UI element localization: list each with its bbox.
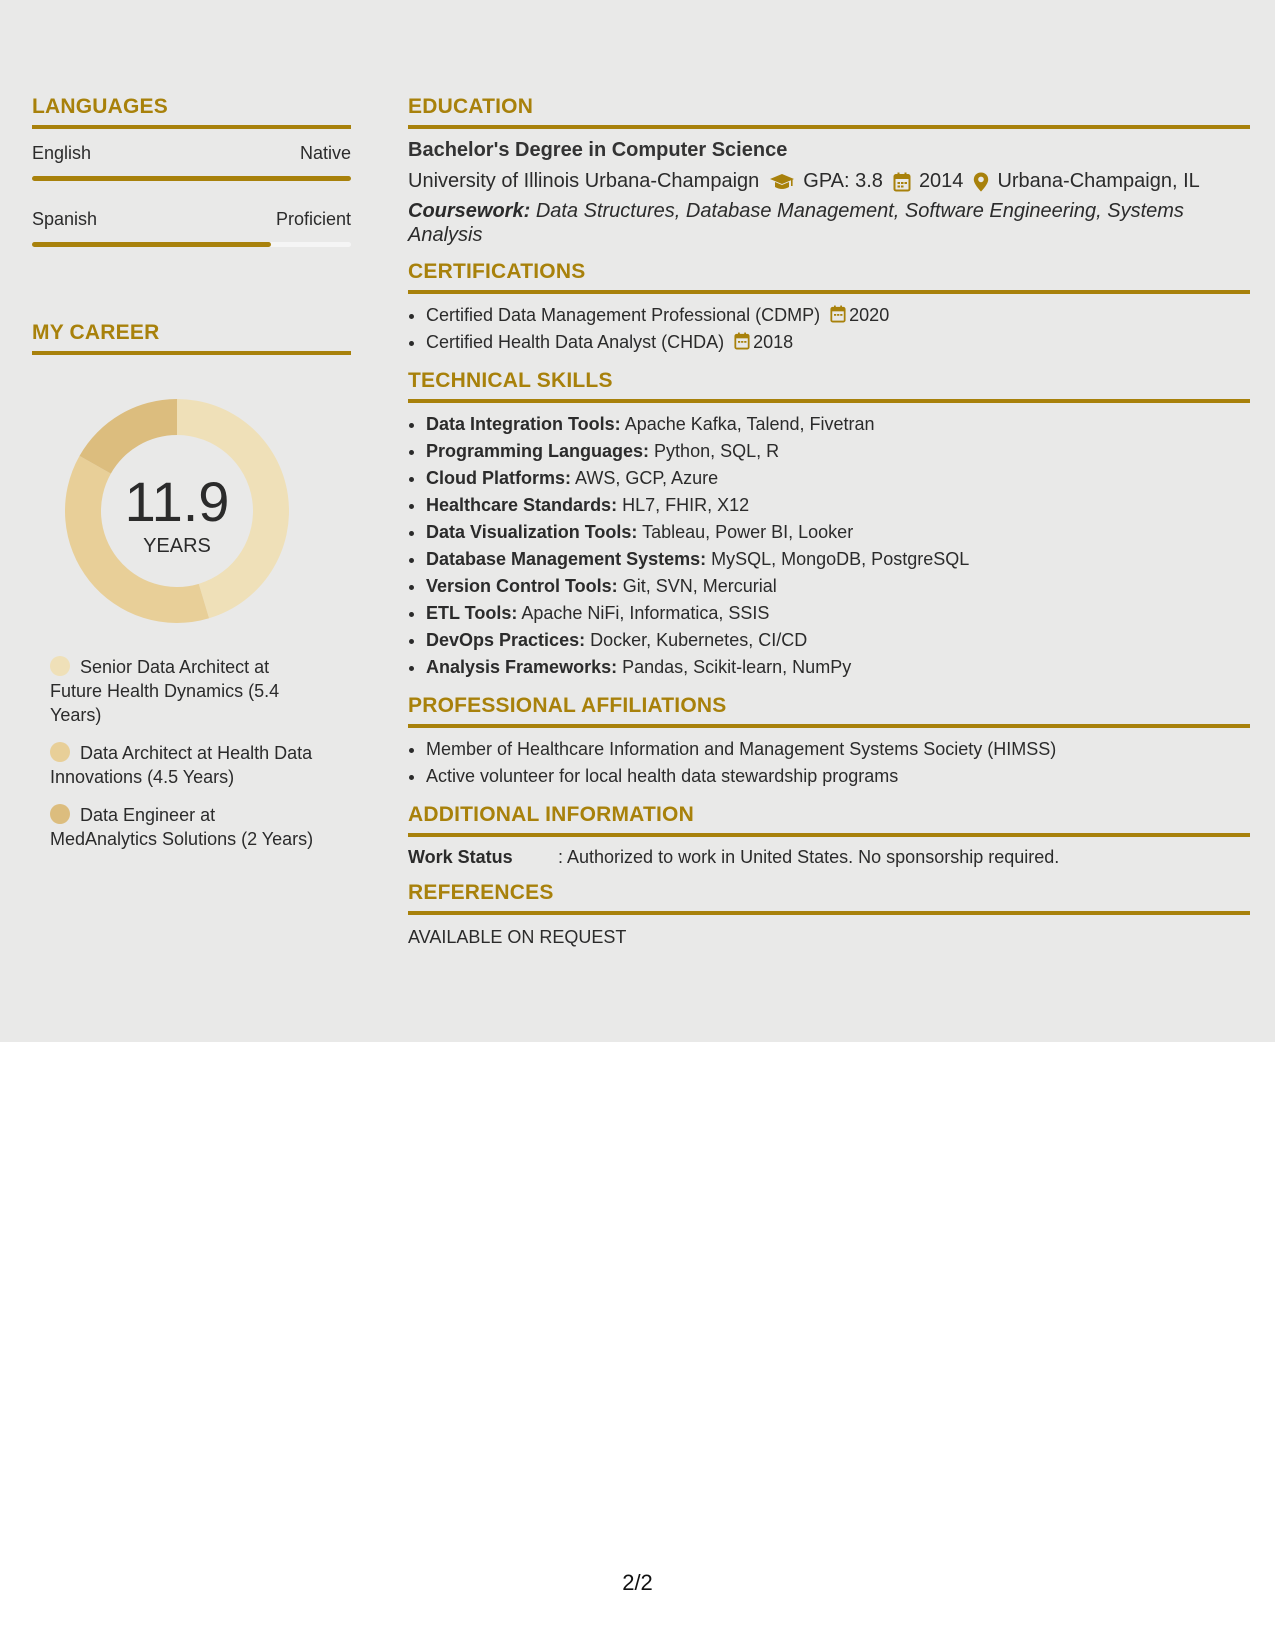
skills-list	[408, 411, 1250, 681]
additional-info-section	[408, 803, 1250, 868]
skill-label: Analysis Frameworks:	[426, 657, 618, 677]
legend-dot	[50, 804, 70, 824]
right-column	[408, 95, 1250, 961]
certification-name: Certified Health Data Analyst (CHDA)	[426, 332, 725, 352]
references-text: AVAILABLE ON REQUEST	[408, 927, 627, 947]
technical-skills-heading: TECHNICAL SKILLS	[408, 369, 1250, 403]
skill-label: Version Control Tools:	[426, 576, 618, 596]
skill-item	[426, 546, 1250, 573]
skill-label: Data Visualization Tools:	[426, 522, 638, 542]
references-section	[408, 881, 1250, 948]
career-years-unit: YEARS	[143, 535, 211, 557]
left-column	[32, 95, 351, 865]
school-location: Urbana-Champaign, IL	[997, 170, 1200, 192]
skill-item	[426, 438, 1250, 465]
skill-label: Cloud Platforms:	[426, 468, 572, 488]
career-role-label: Data Engineer at MedAnalytics Solutions (2 Years)	[50, 805, 314, 849]
skill-value: Tableau, Power BI, Looker	[642, 522, 854, 542]
skill-item	[426, 627, 1250, 654]
career-legend-item	[50, 741, 320, 789]
location-pin-icon	[973, 172, 989, 192]
certification-item	[426, 329, 1250, 356]
skill-value: Python, SQL, R	[654, 441, 780, 461]
career-legend-item	[50, 803, 320, 851]
coursework-label: Coursework:	[408, 200, 531, 222]
technical-skills-section	[408, 369, 1250, 681]
skill-item	[426, 573, 1250, 600]
donut-slice-3	[80, 399, 177, 474]
school-name: University of Illinois Urbana-Champaign	[408, 170, 760, 192]
career-legend-item	[50, 655, 320, 727]
work-status-row	[408, 847, 1250, 868]
language-level: Native	[299, 143, 351, 163]
skill-value: Apache Kafka, Talend, Fivetran	[624, 414, 875, 434]
language-bar	[32, 242, 351, 247]
certification-year: 2018	[753, 332, 794, 352]
skill-label: Healthcare Standards:	[426, 495, 618, 515]
certification-name: Certified Data Management Professional (CDMP)	[426, 305, 821, 325]
certification-year: 2020	[849, 305, 890, 325]
skill-item	[426, 465, 1250, 492]
language-bar	[32, 176, 351, 181]
affiliations-heading: PROFESSIONAL AFFILIATIONS	[408, 694, 1250, 728]
calendar-icon	[830, 305, 846, 323]
language-level: Proficient	[275, 209, 351, 229]
skill-label: Data Integration Tools:	[426, 414, 621, 434]
education-section	[408, 95, 1250, 247]
career-donut-chart	[65, 399, 289, 623]
career-legend	[50, 655, 320, 851]
affiliations-list	[408, 736, 1250, 790]
graduation-cap-icon	[769, 173, 795, 191]
gpa: GPA: 3.8	[803, 170, 883, 192]
skill-item	[426, 654, 1250, 681]
skill-item	[426, 492, 1250, 519]
calendar-icon	[734, 332, 750, 350]
skill-item	[426, 411, 1250, 438]
work-status-label: Work Status	[408, 847, 513, 867]
certifications-heading: CERTIFICATIONS	[408, 260, 1250, 294]
career-total-years: 11.9	[124, 470, 230, 533]
references-heading: REFERENCES	[408, 881, 1250, 915]
language-name: Spanish	[32, 209, 98, 229]
language-item-spanish	[32, 209, 351, 247]
coursework	[408, 199, 1250, 247]
certifications-section	[408, 260, 1250, 356]
certification-item	[426, 302, 1250, 329]
calendar-icon	[893, 172, 911, 192]
language-item-english	[32, 143, 351, 181]
page-number: 2/2	[622, 1570, 653, 1595]
skill-item	[426, 600, 1250, 627]
coursework-text: Data Structures, Database Management, Software Engineering, Systems Analysis	[408, 200, 1184, 246]
skill-value: Docker, Kubernetes, CI/CD	[590, 630, 808, 650]
career-role-label: Senior Data Architect at Future Health Dynamics (5.4 Years)	[50, 657, 280, 725]
languages-heading: LANGUAGES	[32, 95, 351, 129]
skill-label: Programming Languages:	[426, 441, 650, 461]
education-heading: EDUCATION	[408, 95, 1250, 129]
affiliation-item: • Active volunteer for local health data stewardship programs	[426, 763, 1250, 790]
language-bar-fill	[32, 242, 271, 247]
skill-label: DevOps Practices:	[426, 630, 586, 650]
skill-value: Pandas, Scikit-learn, NumPy	[622, 657, 852, 677]
degree-title: Bachelor's Degree in Computer Science	[408, 139, 788, 161]
affiliation-item: • Member of Healthcare Information and Management Systems Society (HIMSS)	[426, 736, 1250, 763]
language-name: English	[32, 143, 92, 163]
legend-dot	[50, 742, 70, 762]
graduation-year: 2014	[918, 170, 964, 192]
skill-item	[426, 519, 1250, 546]
skill-value: HL7, FHIR, X12	[622, 495, 750, 515]
affiliations-section	[408, 694, 1250, 790]
skill-label: ETL Tools:	[426, 603, 518, 623]
career-section	[32, 321, 351, 851]
skill-value: MySQL, MongoDB, PostgreSQL	[711, 549, 970, 569]
skill-value: AWS, GCP, Azure	[575, 468, 719, 488]
skill-label: Database Management Systems:	[426, 549, 707, 569]
language-bar-fill	[32, 176, 351, 181]
skill-value: Git, SVN, Mercurial	[622, 576, 777, 596]
skill-value: Apache NiFi, Informatica, SSIS	[521, 603, 770, 623]
career-role-label: Data Architect at Health Data Innovations (4.5 Years)	[50, 743, 313, 787]
education-details	[408, 170, 1250, 193]
legend-dot	[50, 656, 70, 676]
work-status-value: : Authorized to work in United States. No sponsorship required.	[558, 847, 1060, 867]
certifications-list	[408, 302, 1250, 356]
career-heading: MY CAREER	[32, 321, 351, 355]
additional-info-heading: ADDITIONAL INFORMATION	[408, 803, 1250, 837]
